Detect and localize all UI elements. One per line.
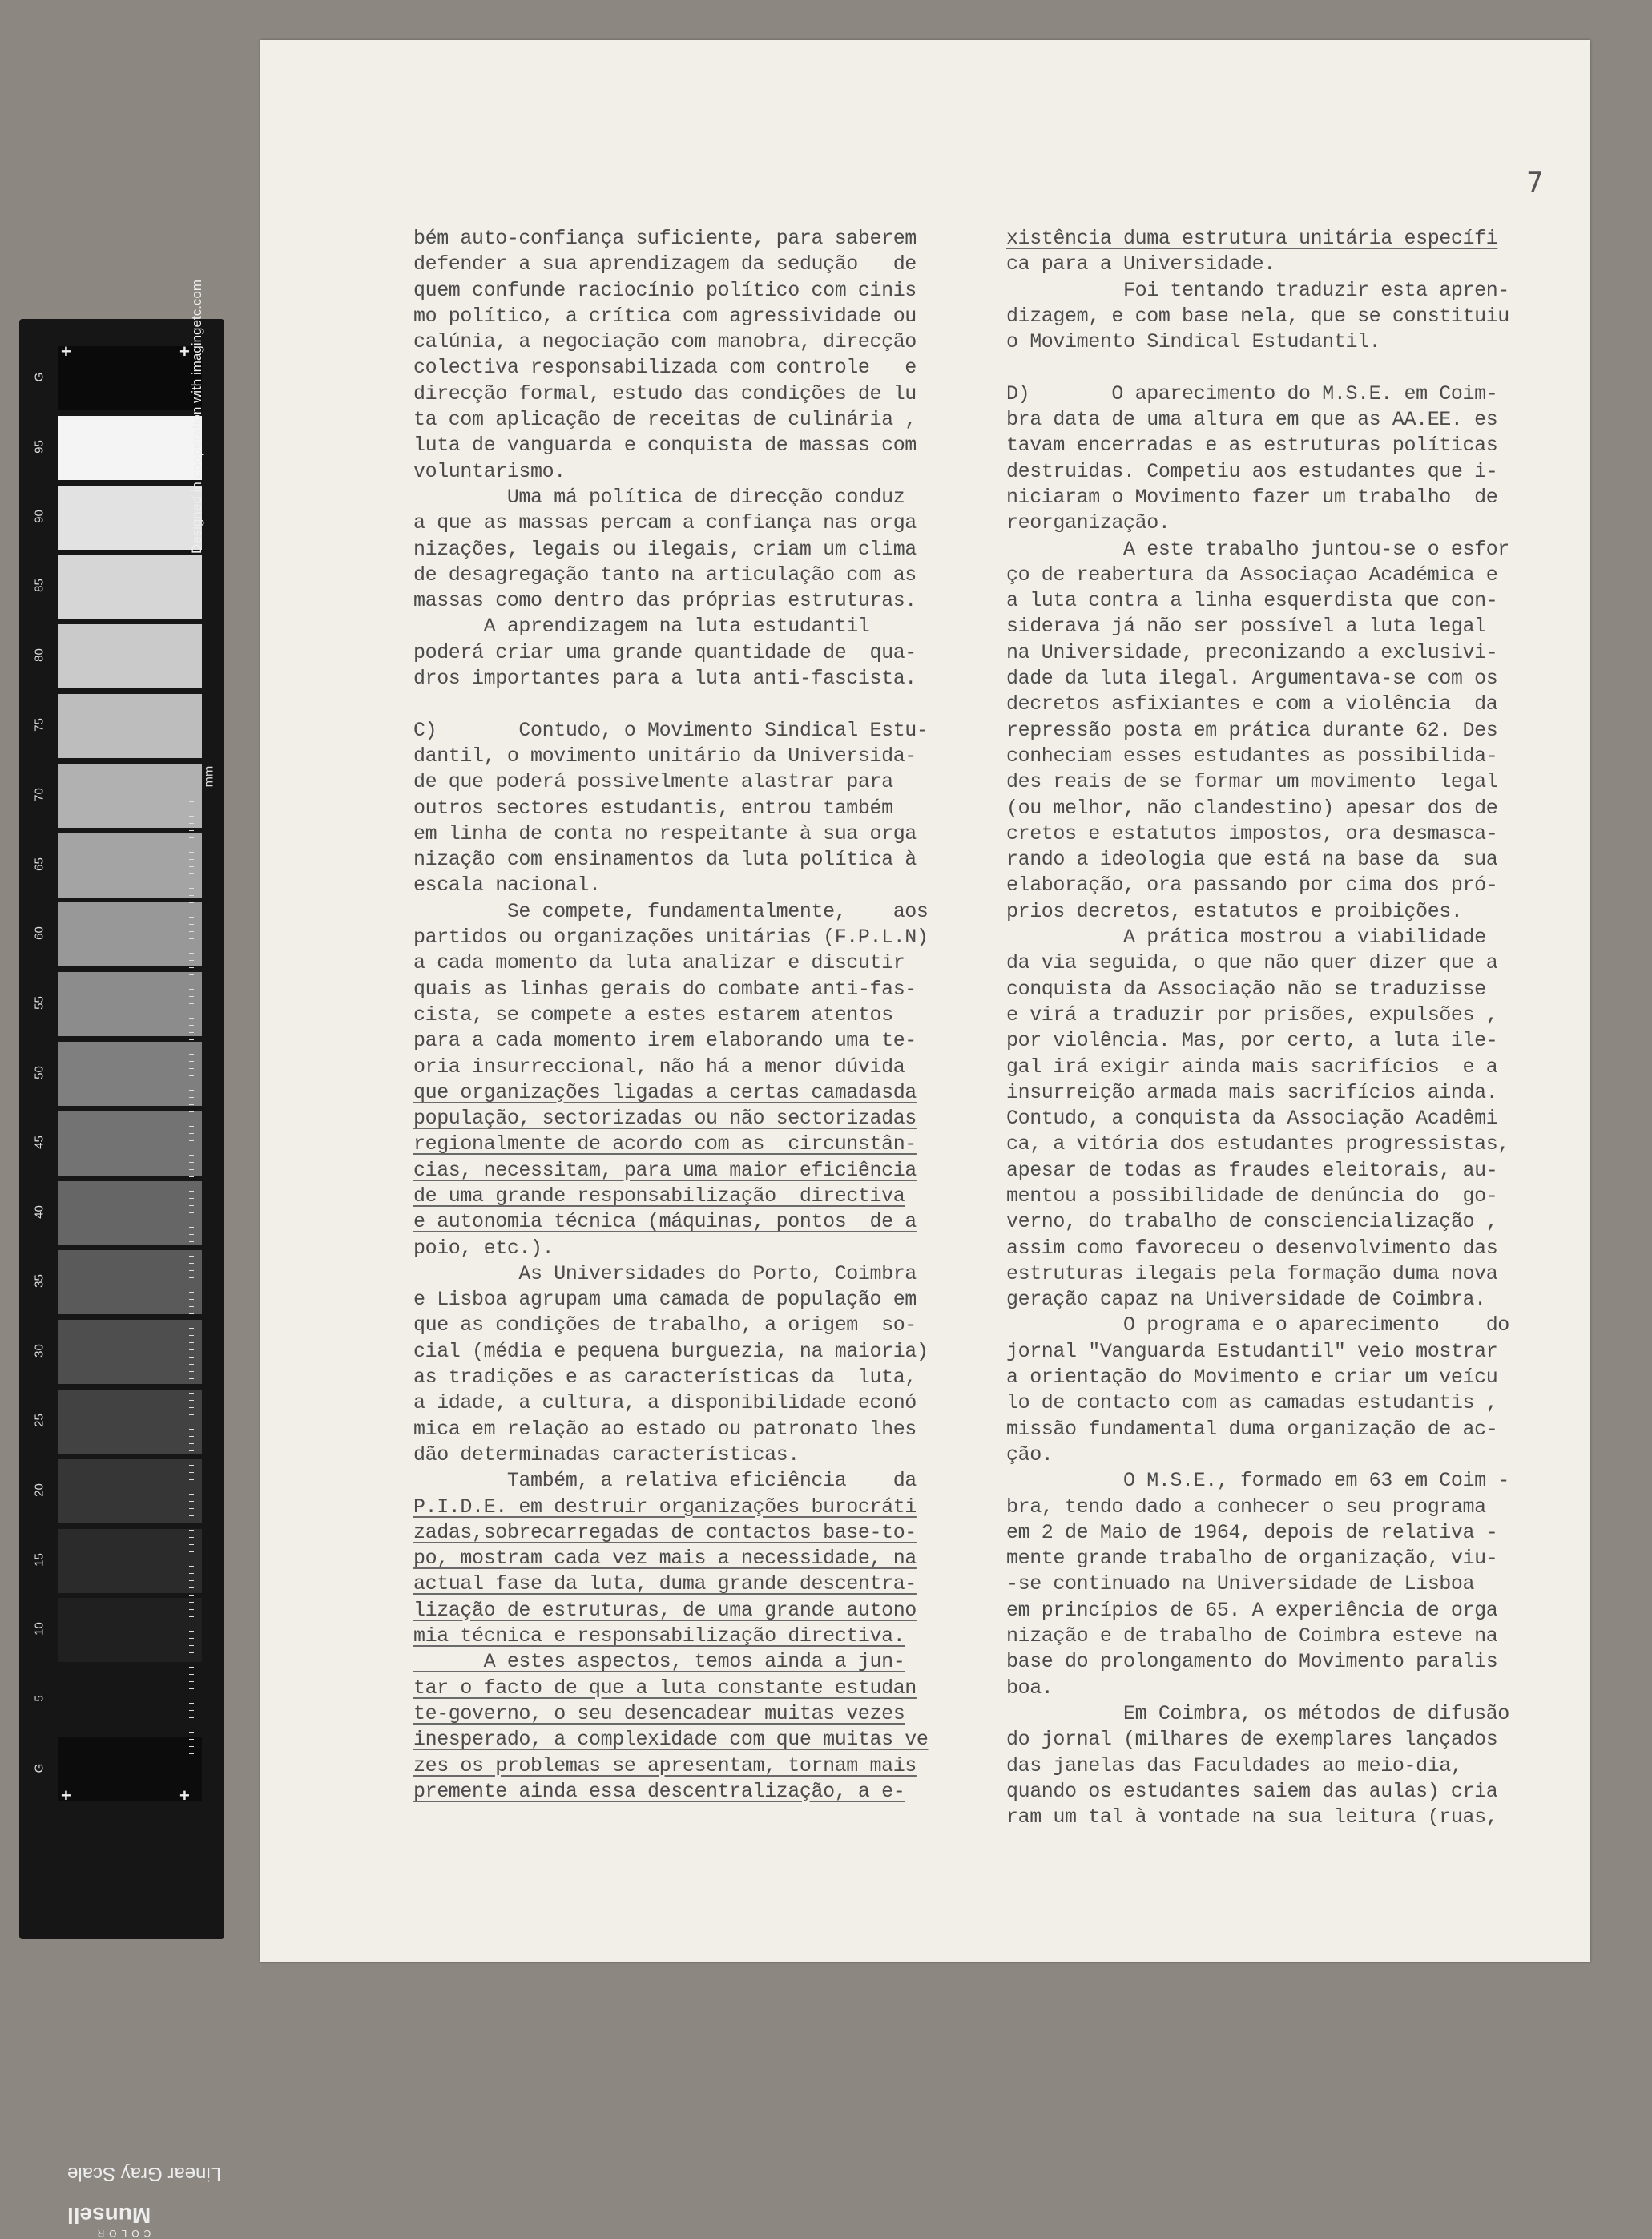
gray-patch-label: 20 [32, 1483, 46, 1497]
text-line: Também, a relativa eficiência da [413, 1469, 917, 1493]
text-line: de desagregação tanto na articulação com as [413, 563, 917, 587]
text-line: bra, tendo dado a conhecer o seu programa [1006, 1495, 1486, 1519]
gray-patch-label: 75 [32, 718, 46, 732]
text-line: de que poderá possivelmente alastrar para [413, 770, 893, 794]
text-line: Em Coimbra, os métodos de difusão [1006, 1701, 1509, 1725]
gray-patch-label: 30 [32, 1344, 46, 1358]
right-column [1006, 226, 1559, 1830]
text-line: para a cada momento irem elaborando uma te- [413, 1029, 917, 1053]
text-line: Uma má política de direcção conduz [413, 485, 905, 509]
text-line: siderava já não ser possível a luta legal [1006, 615, 1486, 639]
text-line: bra data de uma altura em que as AA.EE. es [1006, 408, 1498, 432]
text-line: poio, etc.). [413, 1236, 554, 1260]
gray-patch-label: G [32, 1763, 46, 1773]
text-line: das janelas das Faculdades ao meio-dia, [1006, 1753, 1463, 1777]
text-line: mo político, a crítica com agressividade ou [413, 304, 917, 328]
text-line: jornal "Vanguarda Estudantil" veio mostrar [1006, 1339, 1498, 1363]
text-line: D) O aparecimento do M.S.E. em Coim- [1006, 381, 1498, 405]
text-line: mia técnica e responsabilização directiva. [413, 1624, 905, 1648]
text-line: outros sectores estudantis, entrou também [413, 796, 893, 820]
text-line: prios decretos, estatutos e proibições. [1006, 899, 1463, 923]
text-line: po, mostram cada vez mais a necessidade, na [413, 1547, 917, 1571]
gray-patch [58, 416, 202, 480]
text-line: a luta contra a linha esquerdista que con- [1006, 589, 1498, 613]
text-line: escala nacional. [413, 873, 601, 898]
text-line: decretos asfixiantes e com a violência da [1006, 692, 1498, 716]
text-line: da via seguida, o que não quer dizer que a [1006, 951, 1498, 975]
gray-patch [58, 1181, 202, 1245]
gray-patch [58, 694, 202, 758]
text-line: bém auto-confiança suficiente, para saberem [413, 227, 917, 250]
text-line: premente ainda essa descentralização, a e- [413, 1779, 905, 1803]
text-line: assim como favoreceu o desenvolvimento das [1006, 1236, 1498, 1260]
text-line: Se compete, fundamentalmente, aos [413, 899, 929, 923]
text-line: lo de contacto com as camadas estudantis , [1006, 1391, 1498, 1415]
gray-patch-label: G [32, 372, 46, 382]
text-line: ca para a Universidade. [1006, 252, 1275, 276]
text-line: tavam encerradas e as estruturas políticas [1006, 434, 1498, 458]
text-line: e virá a traduzir por prisões, expulsões , [1006, 1003, 1498, 1027]
text-line: des reais de se formar um movimento legal [1006, 770, 1498, 794]
text-line: dão determinadas características. [413, 1442, 800, 1466]
text-line: população, sectorizadas ou não sectorizadas [413, 1107, 917, 1131]
gray-patch-label: 55 [32, 996, 46, 1011]
text-line: geração capaz na Universidade de Coimbra. [1006, 1288, 1486, 1312]
text-line: de uma grande responsabilização directiva [413, 1184, 905, 1208]
text-line: voluntarismo. [413, 459, 566, 483]
text-line: colectiva responsabilizada com controle e [413, 356, 917, 380]
gray-patch [58, 833, 202, 898]
gray-patch [58, 1598, 202, 1662]
gray-patch-label: 15 [32, 1552, 46, 1567]
gray-patch-label: 85 [32, 579, 46, 593]
text-line: do jornal (milhares de exemplares lançados [1006, 1728, 1498, 1752]
text-line: ta com aplicação de receitas de culinária , [413, 408, 917, 432]
text-line: niciaram o Movimento fazer um trabalho de [1006, 485, 1498, 509]
brand-logo [67, 2202, 151, 2239]
gray-patch-label: 40 [32, 1204, 46, 1219]
text-line: apesar de todas as fraudes eleitorais, au- [1006, 1158, 1498, 1182]
text-line: A este trabalho juntou-se o esfor [1006, 537, 1509, 561]
gray-patch [58, 555, 202, 619]
gray-patch [58, 972, 202, 1036]
text-line: cista, se compete a estes estarem atentos [413, 1003, 893, 1027]
ruler-unit-label: mm [202, 765, 216, 788]
text-line: a orientação do Movimento e criar um veícu [1006, 1366, 1498, 1390]
registration-mark: + [179, 341, 190, 361]
text-line: quando os estudantes saiem das aulas) cria [1006, 1779, 1498, 1803]
text-line: ca, a vitória dos estudantes progressistas, [1006, 1132, 1509, 1156]
text-line: O programa e o aparecimento do [1006, 1313, 1509, 1337]
text-line: oria insurreccional, não há a menor dúvida [413, 1055, 905, 1079]
text-line: direcção formal, estudo das condições de lu [413, 381, 917, 405]
gray-patch-label: 95 [32, 439, 46, 454]
text-line: e Lisboa agrupam uma camada de população em [413, 1288, 917, 1312]
gray-patch [58, 1250, 202, 1314]
registration-mark: + [61, 1785, 71, 1805]
text-line: A estes aspectos, temos ainda a jun- [413, 1650, 905, 1674]
text-line: o Movimento Sindical Estudantil. [1006, 330, 1381, 354]
text-line: inesperado, a complexidade com que muitas ve [413, 1728, 929, 1752]
gray-patch [58, 1459, 202, 1523]
text-line: P.I.D.E. em destruir organizações burocráti [413, 1495, 917, 1519]
text-line: (ou melhor, não clandestino) apesar dos de [1006, 796, 1498, 820]
gray-patch [58, 764, 202, 828]
text-line: ço de reabertura da Associaçao Académica e [1006, 563, 1498, 587]
text-line: C) Contudo, o Movimento Sindical Estu- [413, 718, 929, 742]
text-line: luta de vanguarda e conquista de massas com [413, 434, 917, 458]
text-line: na Universidade, preconizando a exclusivi- [1006, 640, 1498, 664]
text-line: quais as linhas gerais do combate anti-fas- [413, 977, 917, 1001]
gray-patch [58, 486, 202, 550]
text-line: que organizações ligadas a certas camadasda [413, 1080, 917, 1104]
text-line: zadas,sobrecarregadas de contactos base-to- [413, 1520, 917, 1544]
text-line: partidos ou organizações unitárias (F.P.L.N) [413, 926, 929, 950]
text-line: a cada momento da luta analizar e discutir [413, 951, 905, 975]
gray-patch-label: 90 [32, 509, 46, 523]
text-line: cial (média e pequena burguezia, na maioria) [413, 1339, 929, 1363]
text-line: a que as massas percam a confiança nas orga [413, 511, 917, 535]
text-line: poderá criar uma grande quantidade de qua- [413, 640, 917, 664]
gray-patch [58, 1111, 202, 1176]
text-line: nização e de trabalho de Coimbra esteve na [1006, 1624, 1498, 1648]
gray-patch-label: 60 [32, 926, 46, 941]
text-line [413, 692, 974, 717]
text-line: que as condições de trabalho, a origem so- [413, 1313, 917, 1337]
gray-patch-label: 25 [32, 1414, 46, 1427]
text-line: em princípios de 65. A experiência de orga [1006, 1598, 1498, 1622]
gray-patch-label: 35 [32, 1274, 46, 1289]
text-line: ção. [1006, 1442, 1054, 1466]
gray-patch-label: 50 [32, 1066, 46, 1079]
text-line: quem confunde raciocínio político com cinis [413, 278, 917, 302]
gray-patch [58, 1390, 202, 1454]
gray-patch [58, 902, 202, 966]
gray-patch-label: 70 [32, 787, 46, 801]
text-line: zes os problemas se apresentam, tornam mais [413, 1753, 917, 1777]
text-line: A prática mostrou a viabilidade [1006, 926, 1486, 950]
text-line: -se continuado na Universidade de Lisboa [1006, 1572, 1475, 1596]
gray-patch-label: 10 [32, 1622, 46, 1636]
text-line: a idade, a cultura, a disponibilidade econó [413, 1391, 917, 1415]
page-number: 7 [1526, 167, 1544, 199]
text-line: cretos e estatutos impostos, ora desmasca- [1006, 821, 1498, 845]
text-line: defender a sua aprendizagem da sedução de [413, 252, 917, 276]
text-line: lização de estruturas, de uma grande autono [413, 1598, 917, 1622]
text-line: em 2 de Maio de 1964, depois de relativa - [1006, 1520, 1498, 1544]
text-line: nizações, legais ou ilegais, criam um clima [413, 537, 917, 561]
text-line: A aprendizagem na luta estudantil [413, 615, 870, 639]
scale-title: Linear Gray Scale [67, 2163, 222, 2185]
text-line: tar o facto de que a luta constante estudan [413, 1676, 917, 1700]
gray-patch [58, 1320, 202, 1384]
text-line: conheciam esses estudantes as possibilida- [1006, 744, 1498, 768]
text-line: Contudo, a conquista da Associação Acadêmi [1006, 1107, 1498, 1131]
text-line: mentou a possibilidade de denúncia do go- [1006, 1184, 1498, 1208]
gray-patch-label: 45 [32, 1135, 46, 1149]
text-line: missão fundamental duma organização de ac- [1006, 1417, 1498, 1441]
text-line: destruidas. Competiu aos estudantes que i- [1006, 459, 1498, 483]
text-line: em linha de conta no respeitante à sua orga [413, 821, 917, 845]
text-line: dros importantes para a luta anti-fascista. [413, 667, 917, 691]
text-line: mica em relação ao estado ou patronato lhes [413, 1417, 917, 1441]
text-line: as tradições e as características da luta, [413, 1366, 917, 1390]
gray-patch-label: 5 [32, 1695, 46, 1702]
text-line: dade da luta ilegal. Argumentava-se com os [1006, 667, 1498, 691]
gray-patch [58, 1668, 202, 1732]
text-line: dantil, o movimento unitário da Universida- [413, 744, 917, 768]
text-line: cias, necessitam, para uma maior eficiência [413, 1158, 917, 1182]
gray-patch [58, 1529, 202, 1593]
text-line: por violência. Mas, por certo, a luta ile- [1006, 1029, 1498, 1053]
text-line: actual fase da luta, duma grande descentra- [413, 1572, 917, 1596]
text-line: reorganização. [1006, 511, 1171, 535]
gray-patch-label: 65 [32, 857, 46, 871]
text-line: elaboração, ora passando por cima dos pró- [1006, 873, 1498, 898]
text-line: dizagem, e com base nela, que se constituiu [1006, 304, 1509, 328]
text-line: regionalmente de acordo com as circunstân- [413, 1132, 917, 1156]
gray-patch [58, 624, 202, 688]
text-line: Foi tentando traduzir esta apren- [1006, 278, 1509, 302]
gray-patch [58, 1042, 202, 1106]
mm-ruler [189, 801, 202, 1763]
text-line: calúnia, a negociação com manobra, direcção [413, 330, 917, 354]
text-line: massas como dentro das próprias estruturas. [413, 589, 917, 613]
text-line: gal irá exigir ainda mais sacrifícios e a [1006, 1055, 1498, 1079]
text-line: mente grande trabalho de organização, viu- [1006, 1547, 1498, 1571]
text-line: base do prolongamento do Movimento paralis [1006, 1650, 1498, 1674]
text-line: repressão posta em prática durante 62. Des [1006, 718, 1498, 742]
text-line: verno, do trabalho de consciencialização , [1006, 1210, 1498, 1234]
text-line: boa. [1006, 1676, 1054, 1700]
text-line: conquista da Associação não se traduzisse [1006, 977, 1486, 1001]
left-column [413, 226, 974, 1805]
brand-sub: COLOR [92, 2228, 151, 2239]
text-line: xistência duma estrutura unitária específi [1006, 227, 1498, 250]
text-line: e autonomia técnica (máquinas, pontos de a [413, 1210, 917, 1234]
text-line: O M.S.E., formado em 63 em Coim - [1006, 1469, 1509, 1493]
registration-mark: + [61, 341, 71, 361]
text-line: insurreição armada mais sacrifícios ainda. [1006, 1080, 1498, 1104]
brand-name: Munsell [67, 2203, 151, 2228]
text-line: As Universidades do Porto, Coimbra [413, 1261, 917, 1285]
text-line: te-governo, o seu desencadear muitas vezes [413, 1701, 905, 1725]
text-line: rando a ideologia que está na base da sua [1006, 848, 1498, 872]
registration-mark: + [179, 1785, 190, 1805]
text-line: ram um tal à vontade na sua leitura (ruas, [1006, 1805, 1498, 1830]
text-line: nização com ensinamentos da luta política à [413, 848, 917, 872]
text-line [1006, 355, 1559, 381]
text-line: estruturas ilegais pela formação duma nova [1006, 1261, 1498, 1285]
gray-patch-label: 80 [32, 648, 46, 663]
